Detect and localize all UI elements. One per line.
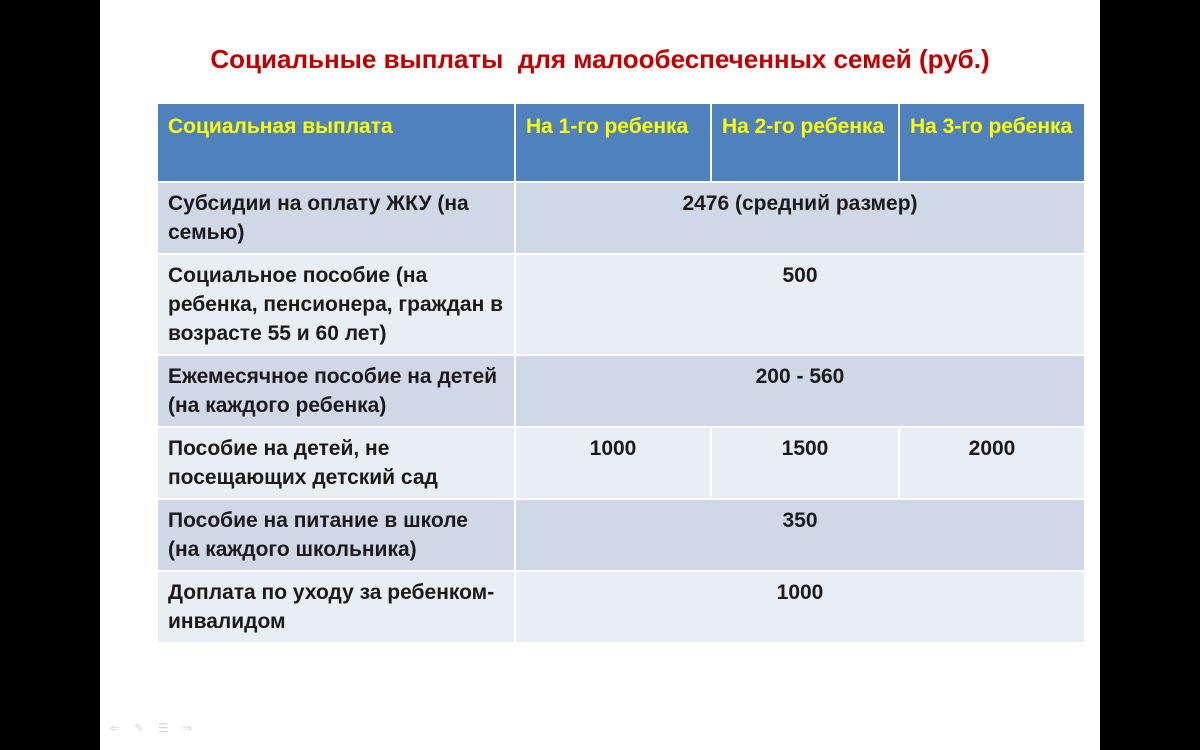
menu-icon[interactable]: ☰ [157, 721, 169, 735]
row-label: Пособие на питание в школе (на каждого школьника) [157, 499, 515, 571]
payments-table [156, 102, 1086, 644]
slideshow-nav [108, 722, 194, 734]
table-row [157, 182, 1085, 254]
forward-arrow-icon[interactable]: ⇒ [181, 721, 193, 735]
header-second-child: На 2-го ребенка [711, 103, 899, 182]
row-value-first-child: 1000 [515, 427, 711, 499]
back-arrow-icon[interactable]: ⇐ [109, 721, 121, 735]
header-payment: Социальная выплата [157, 103, 515, 182]
row-label: Пособие на детей, не посещающих детский сад [157, 427, 515, 499]
table-row [157, 571, 1085, 643]
table-row [157, 355, 1085, 427]
row-value: 200 - 560 [515, 355, 1085, 427]
row-value: 1000 [515, 571, 1085, 643]
row-value: 500 [515, 254, 1085, 355]
row-label: Ежемесячное пособие на детей (на каждого ребенка) [157, 355, 515, 427]
row-value-third-child: 2000 [899, 427, 1085, 499]
row-label: Субсидии на оплату ЖКУ (на семью) [157, 182, 515, 254]
row-value: 350 [515, 499, 1085, 571]
table-row [157, 254, 1085, 355]
row-label: Доплата по уходу за ребенком-инвалидом [157, 571, 515, 643]
pen-icon[interactable]: ✎ [133, 721, 145, 735]
table-row [157, 427, 1085, 499]
slide [100, 0, 1100, 750]
header-third-child: На 3-го ребенка [899, 103, 1085, 182]
row-value-second-child: 1500 [711, 427, 899, 499]
row-label: Социальное пособие (на ребенка, пенсионера, граждан в возрасте 55 и 60 лет) [157, 254, 515, 355]
row-value: 2476 (средний размер) [515, 182, 1085, 254]
slide-title: Социальные выплаты для малообеспеченных семей (руб.) [210, 44, 990, 74]
header-first-child: На 1-го ребенка [515, 103, 711, 182]
table-row [157, 499, 1085, 571]
table-header-row [157, 103, 1085, 182]
